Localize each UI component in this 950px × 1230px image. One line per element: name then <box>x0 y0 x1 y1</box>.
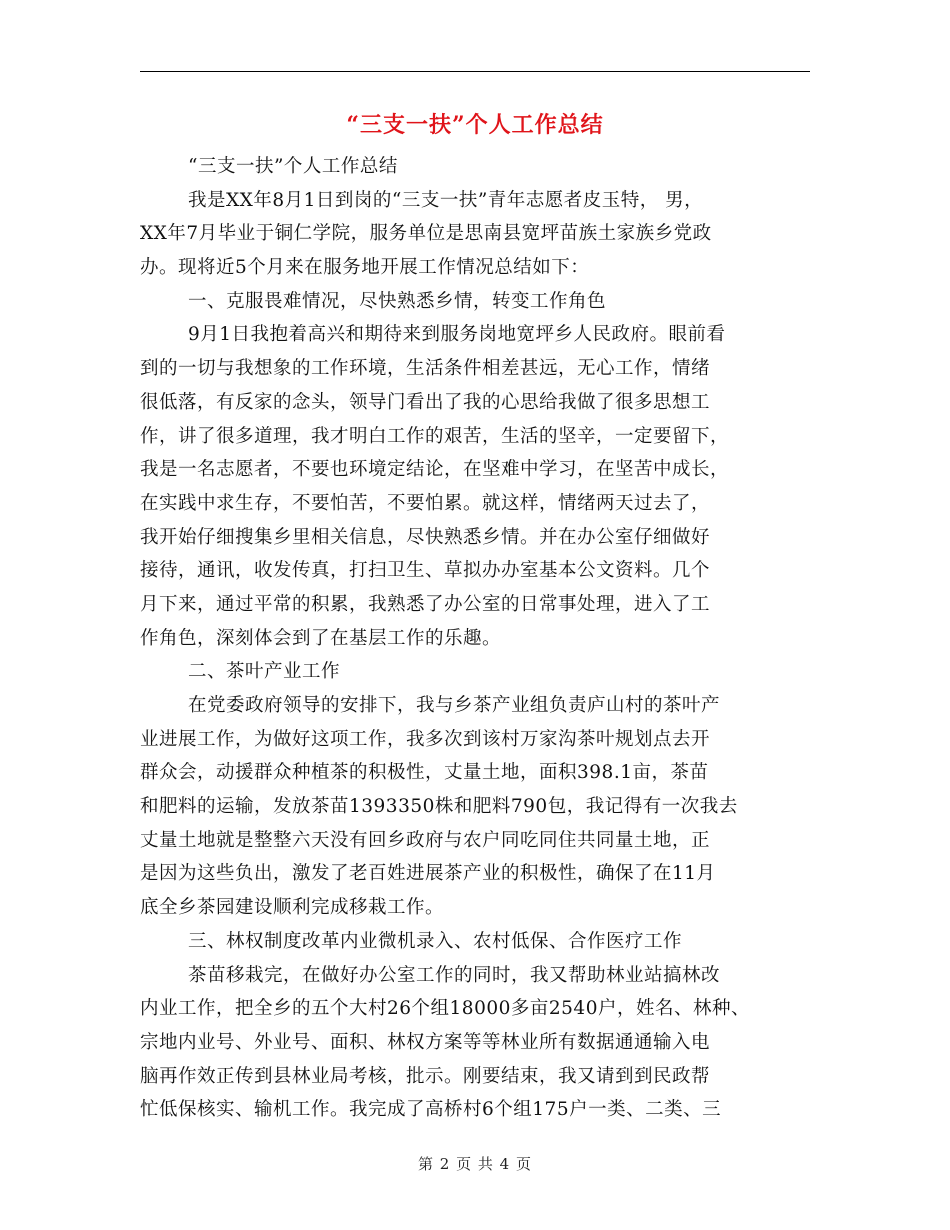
body-line: 茶苗移栽完，在做好办公室工作的同时，我又帮助林业站搞林改 <box>188 964 721 986</box>
header-rule <box>140 71 810 72</box>
body-line: 脑再作效正传到县林业局考核，批示。刚要结束，我又请到到民政帮 <box>140 1065 711 1087</box>
body-line: 9月1日我抱着高兴和期待来到服务岗地宽坪乡人民政府。眼前看 <box>188 324 726 346</box>
body-line: 很低落，有反家的念头，领导门看出了我的心思给我做了很多思想工 <box>140 391 711 413</box>
body-line: 我是一名志愿者，不要也环境定结论，在坚难中学习，在坚苦中成长， <box>140 459 730 481</box>
body-line: 我开始仔细搜集乡里相关信息，尽快熟悉乡情。并在办公室仔细做好 <box>140 526 711 548</box>
section-heading: 三、林权制度改革内业微机录入、农村低保、合作医疗工作 <box>188 930 683 952</box>
body-line: 宗地内业号、外业号、面积、林权方案等等林业所有数据通通输入电 <box>140 1031 711 1053</box>
body-line: 办。现将近5个月来在服务地开展工作情况总结如下： <box>140 257 590 279</box>
body-line: 丈量土地就是整整六天没有回乡政府与农户同吃同住共同量土地，正 <box>140 829 711 851</box>
body-line: “三支一扶”个人工作总结 <box>188 156 398 177</box>
body-line: 接待，通讯，收发传真，打扫卫生、草拟办办室基本公文资料。几个 <box>140 560 711 582</box>
body-line: 在党委政府领导的安排下，我与乡茶产业组负责庐山村的茶叶产 <box>188 695 721 716</box>
body-line: 群众会，动援群众种植茶的积极性，丈量土地，面积398.1亩，茶苗 <box>140 762 709 784</box>
body-line: 业进展工作，为做好这项工作，我多次到该村万家沟茶叶规划点去开 <box>140 728 711 750</box>
page-number-footer: 第 2 页 共 4 页 <box>418 1155 532 1173</box>
document-body <box>140 150 830 1127</box>
body-line: 底全乡茶园建设顺利完成移栽工作。 <box>140 897 445 919</box>
body-line: XX年7月毕业于铜仁学院，服务单位是思南县宽坪苗族土家族乡党政 <box>140 223 712 245</box>
body-line: 到的一切与我想象的工作环境，生活条件相差甚远，无心工作，情绪 <box>140 358 711 380</box>
body-line: 忙低保核实、输机工作。我完成了高桥村6个组175户一类、二类、三 <box>140 1099 722 1121</box>
body-line: 内业工作，把全乡的五个大村26个组18000多亩2540户，姓名、林种、 <box>140 998 750 1020</box>
document-title: “三支一扶”个人工作总结 <box>346 112 604 138</box>
body-line: 作角色，深刻体会到了在基层工作的乐趣。 <box>140 627 502 649</box>
section-heading: 一、克服畏难情况，尽快熟悉乡情，转变工作角色 <box>188 290 607 312</box>
body-line: 作，讲了很多道理，我才明白工作的艰苦，生活的坚辛，一定要留下， <box>140 425 730 447</box>
body-line: 和肥料的运输，发放茶苗1393350株和肥料790包，我记得有一次我去 <box>140 796 738 818</box>
body-line: 月下来，通过平常的积累，我熟悉了办公室的日常事处理，进入了工 <box>140 593 711 615</box>
section-heading: 二、茶叶产业工作 <box>188 661 341 683</box>
body-line: 我是XX年8月1日到岗的“三支一扶”青年志愿者皮玉特， 男， <box>188 189 704 211</box>
body-line: 是因为这些负出，激发了老百姓进展茶产业的积极性，确保了在11月 <box>140 863 716 885</box>
body-line: 在实践中求生存，不要怕苦，不要怕累。就这样，情绪两天过去了， <box>140 492 711 514</box>
